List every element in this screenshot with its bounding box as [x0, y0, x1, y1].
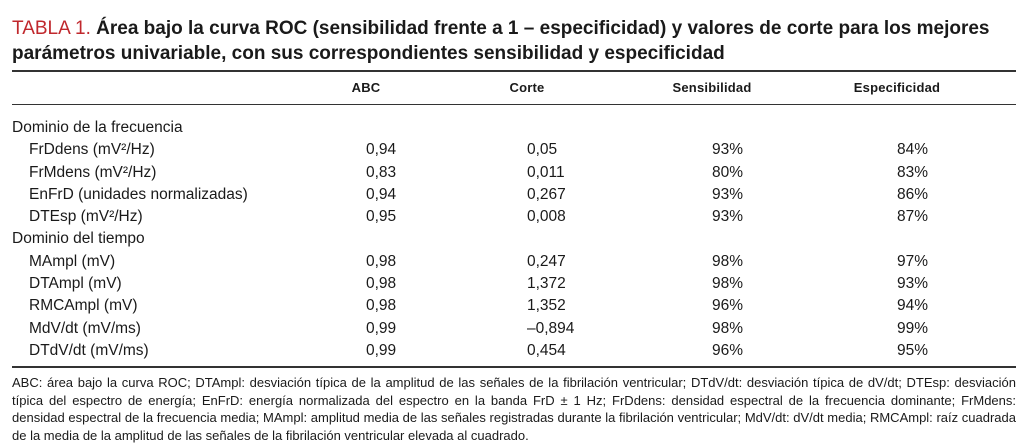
- cell-sensibilidad: 98%: [712, 252, 744, 270]
- cell-corte: 0,008: [527, 208, 566, 226]
- cell-especificidad: 95%: [897, 341, 929, 359]
- cell-especificidad: 86%: [897, 185, 929, 203]
- table-label: TABLA 1.: [12, 18, 91, 39]
- cell-corte: 0,247: [527, 252, 566, 270]
- column-header-abc: ABC: [351, 80, 381, 95]
- cell-abc: 0,98: [366, 275, 397, 293]
- table-title: [12, 16, 1012, 66]
- cell-sensibilidad: 93%: [712, 185, 744, 203]
- cell-corte: 0,454: [527, 341, 566, 359]
- cell-abc: 0,98: [366, 297, 397, 315]
- cell-sensibilidad: 96%: [712, 341, 744, 359]
- data-table: [12, 117, 1016, 362]
- cell-abc: 0,95: [366, 208, 397, 226]
- cell-especificidad: 94%: [897, 297, 929, 315]
- cell-corte: 0,05: [527, 141, 558, 159]
- cell-sensibilidad: 96%: [712, 297, 744, 315]
- table-row: [12, 295, 1016, 317]
- top-rule: [12, 70, 1016, 72]
- row-label: MdV/dt (mV/ms): [29, 319, 141, 337]
- table-title-text: Área bajo la curva ROC (sensibilidad frente a 1 – especificidad) y valores de corte para los mejores parámetros univariable, con sus correspondientes sensibilidad y especificidad: [12, 18, 990, 64]
- table-body: [12, 117, 1016, 362]
- cell-especificidad: 87%: [897, 208, 929, 226]
- row-label: DTEsp (mV²/Hz): [29, 208, 143, 226]
- cell-sensibilidad: 98%: [712, 319, 744, 337]
- group-label: Dominio de la frecuencia: [12, 119, 183, 136]
- column-header-corte: Corte: [509, 80, 545, 95]
- row-label: DTdV/dt (mV/ms): [29, 341, 149, 359]
- cell-corte: 1,372: [527, 275, 566, 293]
- cell-corte: 0,011: [527, 163, 565, 181]
- cell-especificidad: 93%: [897, 275, 929, 293]
- table-row: [12, 206, 1016, 228]
- group-label: Dominio del tiempo: [12, 230, 145, 248]
- row-label: FrDdens (mV²/Hz): [29, 141, 155, 159]
- table-footnote: ABC: área bajo la curva ROC; DTAmpl: desviación típica de la amplitud de las señales de la fibrilación ventricular; DTdV/dt: desviación típica de dV/dt; DTEsp: desviación típica del espectro de energía; EnFrD: energía normalizada del espectro en la banda FrD ± 1 Hz; FrDdens: densidad espectral de la frecuencia dominante; FrMdens: densidad espectral de la frecuencia media; MAmpl: amplitud media de las señales registradas durante la fibrilación ventricular; MdV/dt: dV/dt media; RMCAmpl: raíz cuadrada de la media de la amplitud de las señales de la fibrilación ventricular elevada al cuadrado.: [12, 375, 1016, 443]
- bottom-rule: [12, 366, 1016, 368]
- row-label: DTAmpl (mV): [29, 275, 122, 293]
- table-row: [12, 162, 1016, 184]
- cell-abc: 0,98: [366, 252, 397, 270]
- table-row: [12, 184, 1016, 206]
- row-label: MAmpl (mV): [29, 252, 116, 270]
- cell-corte: –0,894: [527, 319, 575, 337]
- cell-abc: 0,99: [366, 341, 397, 359]
- cell-abc: 0,99: [366, 319, 397, 337]
- table-row: [12, 139, 1016, 161]
- cell-especificidad: 83%: [897, 163, 929, 181]
- cell-especificidad: 97%: [897, 252, 929, 270]
- group-row: [12, 117, 1016, 139]
- row-label: FrMdens (mV²/Hz): [29, 163, 157, 181]
- cell-sensibilidad: 93%: [712, 141, 744, 159]
- table-row: [12, 318, 1016, 340]
- cell-sensibilidad: 93%: [712, 208, 744, 226]
- cell-especificidad: 99%: [897, 319, 929, 337]
- cell-sensibilidad: 98%: [712, 275, 744, 293]
- table-row: [12, 340, 1016, 362]
- table-row: [12, 251, 1016, 273]
- cell-corte: 0,267: [527, 185, 566, 203]
- column-header-sensibilidad: Sensibilidad: [672, 80, 752, 95]
- cell-especificidad: 84%: [897, 141, 929, 159]
- cell-corte: 1,352: [527, 297, 566, 315]
- group-row: [12, 228, 1016, 250]
- cell-abc: 0,94: [366, 185, 397, 203]
- cell-abc: 0,83: [366, 163, 397, 181]
- header-rule: [12, 104, 1016, 105]
- cell-abc: 0,94: [366, 141, 397, 159]
- row-label: EnFrD (unidades normalizadas): [29, 185, 248, 203]
- cell-sensibilidad: 80%: [712, 163, 744, 181]
- row-label: RMCAmpl (mV): [29, 297, 138, 315]
- column-header-especificidad: Especificidad: [853, 80, 941, 95]
- table-row: [12, 273, 1016, 295]
